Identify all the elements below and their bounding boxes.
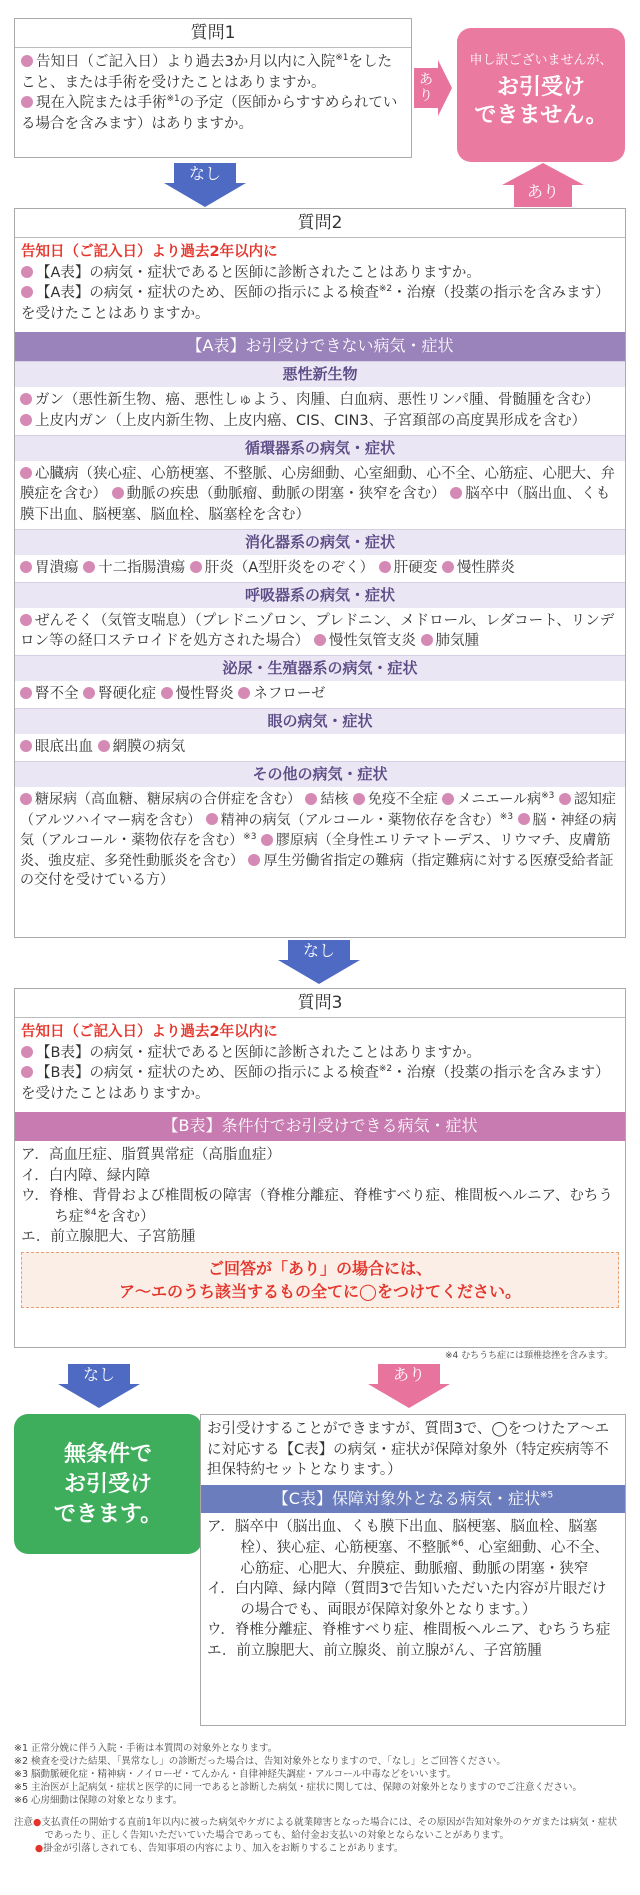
disease-item: 肝炎（A型肝炎をのぞく） — [204, 559, 375, 576]
bullet-dot-icon — [21, 1046, 33, 1058]
bullet-dot-icon — [238, 687, 250, 699]
tableA-cat-circulatory: 循環器系の病気・症状 — [15, 435, 625, 461]
disease-item: 慢性気管支炎 — [328, 633, 416, 650]
ari-label: あり — [526, 182, 559, 201]
reject-line3: できません。 — [474, 103, 608, 129]
disease-item: 膠原病（全身性エリテマトーデス、リウマチ、皮膚筋炎、強皮症、多発性動脈炎を含む） — [20, 832, 611, 869]
footnote: ※6 心房細動は保障の対象となります。 — [14, 1795, 183, 1807]
tableB-list — [15, 1141, 625, 1252]
nashi-label: なし — [188, 164, 221, 183]
bullet-dot-icon — [261, 834, 273, 846]
disease-item: 胃潰瘍 — [35, 559, 79, 576]
disease-item: 慢性膵炎 — [456, 559, 515, 576]
tableC-item: エ．前立腺肥大、前立腺炎、前立腺がん、子宮筋腫 — [207, 1642, 542, 1659]
question2-title: 質問2 — [15, 209, 625, 238]
question3-item1: 【B表】の病気・症状であると医師に診断されたことはありますか。 — [21, 1043, 619, 1064]
tableB-title: 【B表】条件付でお引受けできる病気・症状 — [15, 1112, 625, 1141]
caution — [14, 1816, 626, 1855]
bullet-dot-icon — [314, 634, 326, 646]
question3-box — [14, 988, 626, 1348]
bullet-dot-icon — [379, 561, 391, 573]
caution-item2: ●掛金が引落しされても、告知事項の内容により、加入をお断りすることがあります。 — [34, 1843, 404, 1855]
disease-item: 精神の病気（アルコール・薬物依存を含む） — [220, 812, 500, 829]
bullet-dot-icon — [20, 467, 32, 479]
disease-item: 肝硬変 — [393, 559, 438, 576]
bullet-dot-icon — [21, 266, 33, 278]
tableB-notice: ご回答が「あり」の場合には、 ア～エのうち該当するもの全てに◯をつけてください。 — [21, 1252, 619, 1308]
reject-box — [457, 28, 625, 162]
bullet-dot-icon — [20, 687, 32, 699]
question3-item2: 【B表】の病気・症状のため、医師の指示による検査$^{※2}$・治療（投薬の指示を含みます）を受けたことはありますか。 — [21, 1064, 610, 1102]
disease-item: 肺気腫 — [435, 633, 479, 650]
disease-item: 結核 — [320, 791, 349, 808]
question1-item2: 現在入院または手術$^{※1}$の予定（医師からすすめられている場合を含みます）はありますか。 — [21, 94, 398, 132]
bullet-dot-icon — [450, 487, 462, 499]
arrow-down-nashi-1 — [164, 163, 246, 207]
question2-lead: 告知日（ご記入日）より過去2年以内に — [21, 244, 278, 261]
disease-item: ガン（悪性新生物、癌、悪性しゅよう、肉腫、白血病、悪性リンパ腫、骨髄腫を含む） — [35, 392, 600, 409]
question2-item1: 【A表】の病気・症状であると医師に診断されたことはありますか。 — [21, 263, 619, 284]
tableC-item: ウ．脊椎分離症、脊椎すべり症、椎間板ヘルニア、むちうち症 — [207, 1622, 611, 1639]
tableC-item: イ．白内障、緑内障（質問3で告知いただいた内容が片眼だけの場合でも、両眼が保障対象外となります。） — [207, 1581, 607, 1618]
arrow-down-nashi-2 — [278, 940, 360, 984]
bullet-dot-icon — [442, 561, 454, 573]
bullet-dot-icon — [21, 55, 33, 67]
disease-item: 脳・神経の病気（アルコール・薬物依存を含む） — [20, 812, 617, 849]
disease-item: 心臓病（狭心症、心筋梗塞、不整脈、心房細動、心室細動、心不全、心筋症、心肥大、弁膜症を含む） — [20, 465, 615, 503]
bullet-dot-icon — [559, 793, 571, 805]
disease-item: 慢性腎炎 — [175, 686, 234, 703]
bullet-dot-icon — [206, 813, 218, 825]
question2-item2: 【A表】の病気・症状のため、医師の指示による検査$^{※2}$・治療（投薬の指示を含みます）を受けたことはありますか。 — [21, 284, 610, 322]
disease-item: 脳卒中（脳出血、くも膜下出血、脳梗塞、脳血栓、脳塞栓を含む） — [20, 486, 611, 524]
bullet-dot-icon — [518, 813, 530, 825]
question1-title: 質問1 — [15, 19, 411, 48]
question3-title: 質問3 — [15, 989, 625, 1018]
bullet-dot-icon — [20, 793, 32, 805]
ari-label: あり — [419, 72, 433, 104]
disease-item: 免疫不全症 — [367, 791, 438, 808]
tableA-cat-respiratory: 呼吸器系の病気・症状 — [15, 582, 625, 608]
caution-item1: 注意●支払責任の開始する直前1年以内に被った病気やケガによる就業障害となった場合には、その原因が告知対象外のケガまたは病気・症状であったり、正しく告知いただいていた場合であっても、給付金お支払いの対象とならないことがあります。 — [14, 1817, 617, 1842]
disease-item: ネフローゼ — [253, 686, 326, 703]
nashi-label: なし — [82, 1365, 115, 1384]
disease-item: 腎不全 — [35, 686, 79, 703]
bullet-dot-icon — [20, 414, 32, 426]
bullet-dot-icon — [20, 561, 32, 573]
disease-item: ぜんそく（気管支喘息）（プレドニゾロン、プレドニン、メドロール、レダコート、リンデロン等の経口ステロイドを処方された場合） — [20, 612, 615, 650]
footnotes — [14, 1742, 626, 1808]
disease-item: 十二指腸潰瘍 — [98, 559, 186, 576]
tableA-cat-digestive: 消化器系の病気・症状 — [15, 529, 625, 555]
bullet-dot-icon — [421, 634, 433, 646]
accept-line2: お引受け — [63, 1472, 152, 1497]
disease-item: 上皮内ガン（上皮内新生物、上皮内癌、CIS、CIN3、子宮頚部の高度異形成を含む） — [35, 413, 587, 430]
accept-line3: できます。 — [53, 1502, 163, 1527]
bullet-dot-icon — [21, 1066, 33, 1078]
tableB-item: エ．前立腺肥大、子宮筋腫 — [21, 1229, 196, 1246]
conditional-text: お引受けすることができますが、質問3で、◯をつけたア～エに対応する【C表】の病気・症状が保障対象外（特定疾病等不担保特約セットとなります。） — [207, 1421, 610, 1479]
bullet-dot-icon — [112, 487, 124, 499]
tableA-cat-other: その他の病気・症状 — [15, 761, 625, 787]
tableB-item: イ．白内障、緑内障 — [21, 1167, 151, 1184]
tableA-title: 【A表】お引受けできない病気・症状 — [15, 332, 625, 361]
question2-box: 質問2 告知日（ご記入日）より過去2年以内に 【A表】の病気・症状であると医師に診断されたことはありますか。 【A表】の病気・症状のため、医師の指示による検査$^{※2}$・治療（投薬の指示を含みます）を受けたことはありますか。 【A表】お引受けできない病気・症状 悪性新生物 ガン（悪性新生物、癌、悪性しゅよう、肉腫、白血病、悪性リンパ腫、骨髄腫を含む） 上皮内ガン（上皮内新生物、上皮内癌、CIS、CIN3、子宮頚部の高度異形成を含む） 循環器系の病気・症状 心臓病（狭心症、心筋梗塞、不整脈、心房細動、心室細動、心不全、心筋症、心肥大、弁膜症を含む） 動脈の疾患（動脈瘤、動脈の閉塞・狭窄を含む） 脳卒中（脳出血、くも膜下出血、脳梗塞、脳血栓、脳塞栓を含む） 消化器系の病気・症状 胃潰瘍 十二指腸潰瘍 肝炎（A型肝炎をのぞく） 肝硬変 慢性膵炎 呼吸器系の病気・症状 ぜんそく（気管支喘息）（プレドニゾロン、プレドニン、メドロール、レダコート、リンデロン等の経口ステロイドを処方された場合） 慢性気管支炎 肺気腫 泌尿・生殖器系の病気・症状 腎不全 腎硬化症 慢性腎炎 ネフローゼ 眼の病気・症状 眼底出血 網膜の病気 その他の病気・症状 糖尿病（高血糖、糖尿病の合併症を含む） 結核 免疫不全症 メニエール病$^{※3}$ 認知症（アルツハイマー病を含む） 精神の病気（アルコール・薬物依存を含む）$^{※3}$ 脳・神経の病気（アルコール・薬物依存を含む）$^{※3}$ 膠原病（全身性エリテマトーデス、リウマチ、皮膚筋炎、強皮症、多発性動脈炎を含む） 厚生労働省指定の難病（指定難病に対する医療受給者証の交付を受けている方） — [14, 208, 626, 938]
arrow-down-ari — [368, 1364, 450, 1408]
bullet-dot-icon — [21, 286, 33, 298]
bullet-dot-icon — [305, 793, 317, 805]
tableB-item: ア．高血圧症、脂質異常症（高脂血症） — [21, 1147, 281, 1164]
bullet-dot-icon — [98, 740, 110, 752]
bullet-dot-icon — [353, 793, 365, 805]
nashi-label: なし — [302, 941, 335, 960]
accept-line1: 無条件で — [63, 1442, 152, 1467]
footnote: ※2 検査を受けた結果、「異常なし」の診断だった場合は、告知対象外となりますので、「なし」とご回答ください。 — [14, 1756, 506, 1768]
bullet-dot-icon — [83, 561, 95, 573]
question1-box — [14, 18, 412, 158]
footnote: ※1 正常分娩に伴う入院・手術は本質問の対象外となります。 — [14, 1743, 278, 1754]
footnote: ※3 脳動脈硬化症・精神病・ノイローゼ・てんかん・自律神経失調症・アルコール中毒などをいいます。 — [14, 1769, 457, 1781]
disease-item: 厚生労働省指定の難病（指定難病に対する医療受給者証の交付を受けている方） — [20, 852, 614, 889]
bullet-dot-icon — [21, 96, 33, 108]
accept-box — [14, 1414, 202, 1554]
disease-item: 網膜の病気 — [112, 739, 186, 756]
tableA-cat-urinary: 泌尿・生殖器系の病気・症状 — [15, 655, 625, 681]
note4: ※4 むちうち症には頸椎捻挫を含みます。 — [445, 1351, 614, 1361]
reject-line2: お引受け — [496, 75, 585, 101]
question3-lead: 告知日（ご記入日）より過去2年以内に — [21, 1024, 278, 1041]
arrow-right-ari — [414, 60, 452, 116]
disease-item: 眼底出血 — [35, 739, 93, 756]
tableA-cat-eye: 眼の病気・症状 — [15, 708, 625, 734]
tableC-item: ア．脳卒中（脳出血、くも膜下出血、脳梗塞、脳血栓、脳塞栓）、狭心症、心筋梗塞、不整脈$^{※6}$、心室細動、心不全、心筋症、心肥大、弁膜症、動脈瘤、動脈の閉塞・狭窄 — [207, 1519, 609, 1577]
disease-item: 糖尿病（高血糖、糖尿病の合併症を含む） — [35, 791, 301, 808]
arrow-down-nashi-3 — [58, 1364, 140, 1408]
footnote: ※5 主治医が上記病気・症状と医学的に同一であると診断した病気・症状に関しては、保障の対象外となりますのでご注意ください。 — [14, 1782, 583, 1794]
bullet-dot-icon — [248, 854, 260, 866]
bullet-dot-icon — [20, 393, 32, 405]
bullet-dot-icon — [161, 687, 173, 699]
tableA-cat-cancer: 悪性新生物 — [15, 361, 625, 387]
bullet-dot-icon — [83, 687, 95, 699]
reject-line1: 申し訳ございませんが、 — [469, 53, 613, 68]
arrow-up-ari — [502, 163, 584, 207]
conditional-box — [200, 1414, 626, 1726]
disease-item: メニエール病 — [457, 791, 542, 808]
disease-item: 腎硬化症 — [98, 686, 157, 703]
tableB-item: ウ．脊椎、背骨および椎間板の障害（脊椎分離症、脊椎すべり症、椎間板ヘルニア、むちうち症$^{※4}$を含む） — [21, 1188, 613, 1225]
ari-label: あり — [392, 1365, 425, 1384]
disease-item: 認知症（アルツハイマー病を含む） — [20, 791, 616, 829]
bullet-dot-icon — [20, 740, 32, 752]
disease-item: 動脈の疾患（動脈瘤、動脈の閉塞・狭窄を含む） — [126, 486, 446, 503]
bullet-dot-icon — [20, 614, 32, 626]
question1-item1: 告知日（ご記入日）より過去3か月以内に入院$^{※1}$をしたこと、または手術を受けたことはありますか。 — [21, 53, 393, 91]
bullet-dot-icon — [190, 561, 202, 573]
tableC-list — [201, 1513, 625, 1665]
bullet-dot-icon — [442, 793, 454, 805]
tableC-title: 【C表】保障対象外となる病気・症状$^{※5}$ — [201, 1485, 625, 1514]
